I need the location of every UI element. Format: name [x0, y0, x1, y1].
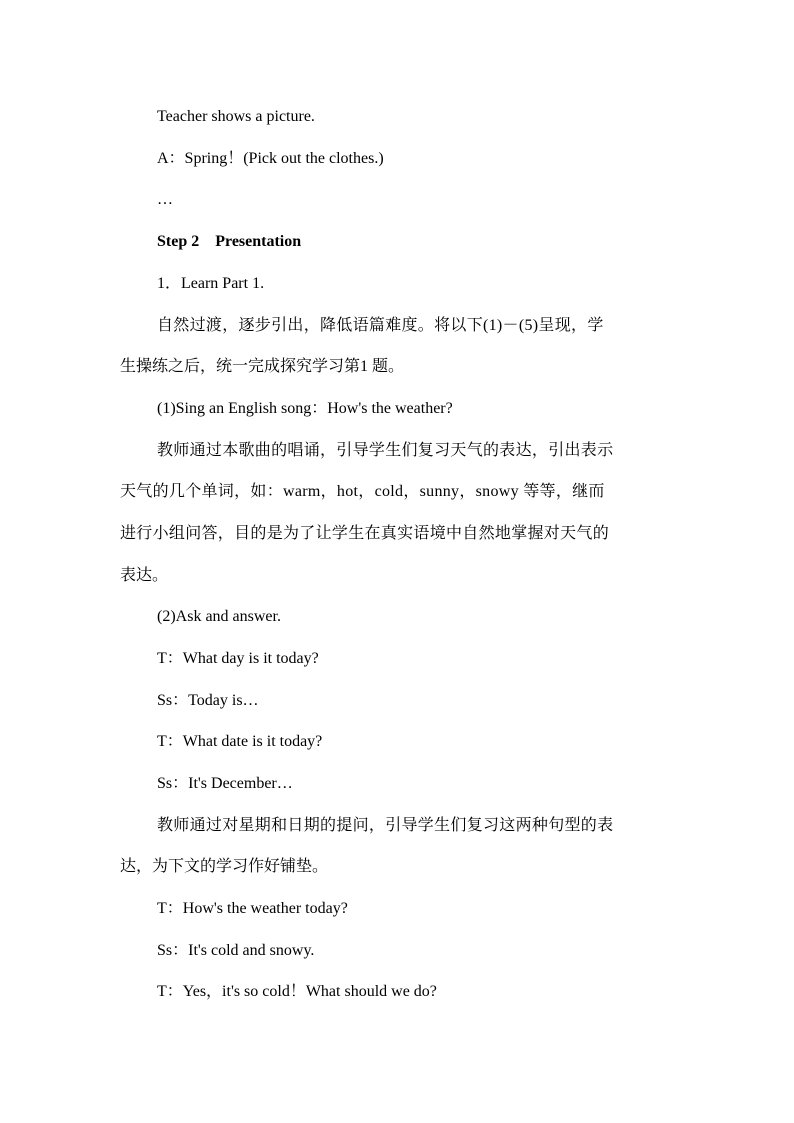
paragraph-line: Teacher shows a picture. — [157, 108, 315, 125]
paragraph-line: 天气的几个单词，如：warm，hot，cold，sunny，snowy 等等，继而 — [120, 483, 605, 500]
dialogue-line: T：How's the weather today? — [157, 900, 348, 917]
section-heading: 1．Learn Part 1. — [157, 275, 265, 292]
paragraph-line: 教师通过本歌曲的唱诵，引导学生们复习天气的表达，引出表示 — [157, 442, 614, 459]
dialogue-line: Ss：It's cold and snowy. — [157, 942, 315, 959]
step-heading: Step 2 Presentation — [157, 233, 302, 250]
dialogue-line: T：Yes，it's so cold！What should we do? — [157, 983, 437, 1000]
dialogue-line: Ss：It's December… — [157, 775, 293, 792]
paragraph-line: 达，为下文的学习作好铺垫。 — [120, 858, 329, 875]
dialogue-line: T：What day is it today? — [157, 650, 319, 667]
subsection-line: (1)Sing an English song：How's the weather? — [157, 400, 453, 417]
dialogue-line: T：What date is it today? — [157, 733, 323, 750]
paragraph-line: 表达。 — [120, 567, 169, 584]
paragraph-line: 生操练之后，统一完成探究学习第1 题。 — [120, 358, 405, 375]
ellipsis-line: … — [157, 191, 173, 208]
subsection-line: (2)Ask and answer. — [157, 608, 281, 625]
paragraph-line: 教师通过对星期和日期的提问，引导学生们复习这两种句型的表 — [157, 817, 614, 834]
paragraph-line: A：Spring！(Pick out the clothes.) — [157, 150, 384, 167]
paragraph-line: 进行小组问答，目的是为了让学生在真实语境中自然地掌握对天气的 — [120, 525, 610, 542]
dialogue-line: Ss：Today is… — [157, 692, 259, 709]
paragraph-line: 自然过渡，逐步引出，降低语篇难度。将以下(1)－(5)呈现，学 — [157, 317, 604, 334]
